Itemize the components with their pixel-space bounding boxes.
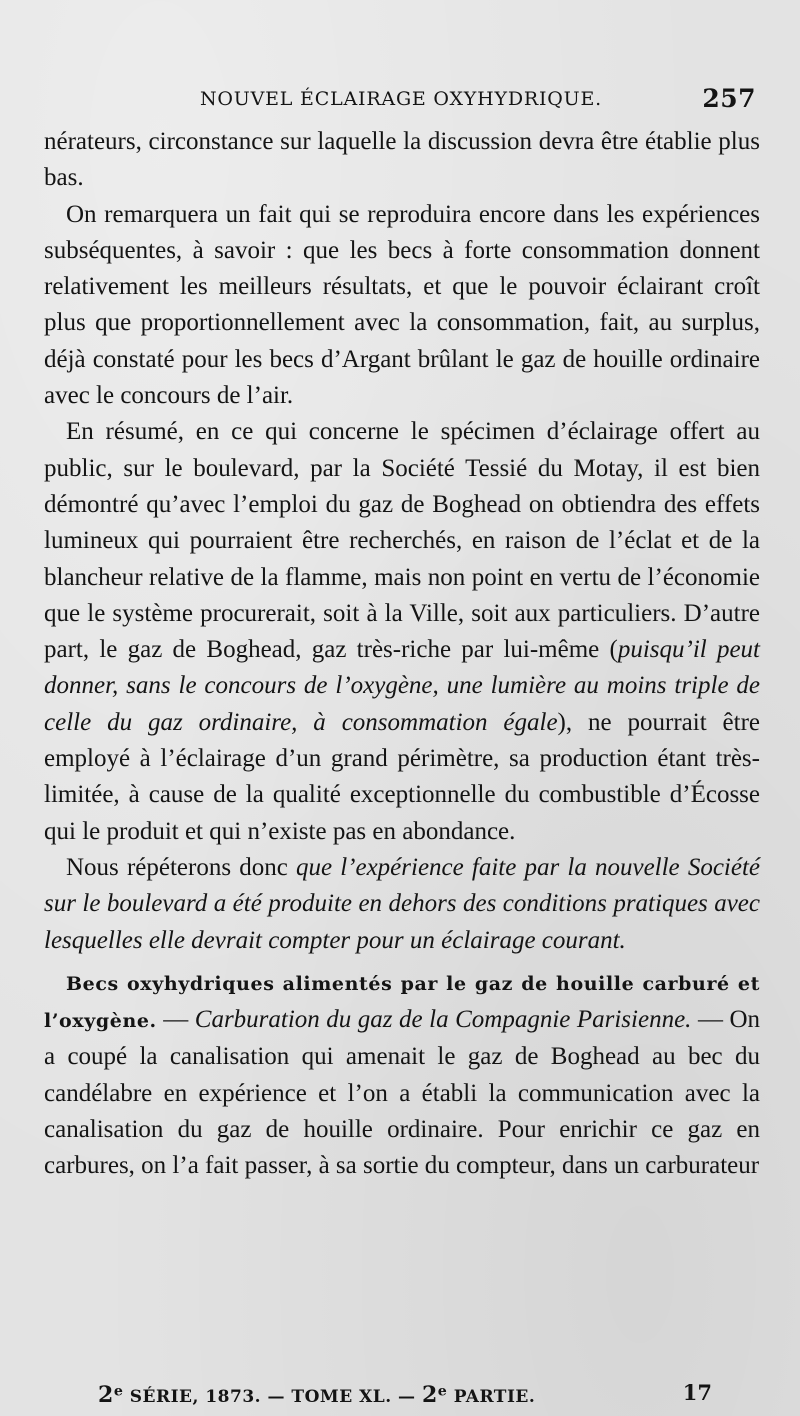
- section-subheading: Carburation du gaz de la Compagnie Parisienne.: [194, 1006, 692, 1034]
- paragraph-conclusion: [44, 850, 760, 959]
- paragraph-summary: [44, 414, 760, 850]
- footer-signature: 2e SÉRIE, 1873. — TOME XL. — 2e PARTIE.: [98, 1382, 536, 1408]
- summary-italic-parenthetical: puisqu’il peut donner, sans le concours de l’oxygène, une lumière au moins triple de celle du gaz ordinaire, à consommation égale: [44, 636, 760, 736]
- paragraph-continuation: nérateurs, circonstance sur laquelle la discussion devra être établie plus bas.: [44, 128, 760, 192]
- sheet-number: 17: [682, 1380, 712, 1405]
- running-title: NOUVEL ÉCLAIRAGE OXYHYDRIQUE.: [200, 88, 602, 110]
- conclusion-text-start: Nous répéterons donc: [66, 853, 296, 881]
- page-number: 257: [702, 84, 756, 113]
- summary-text-start: En résumé, en ce qui concerne le spécimen d’éclairage offert au public, sur le boulevard, par la Société Tessié du Motay, il est bien démontré qu’avec l’emploi du gaz de Boghead on obtiendra des effets lumineux qui pourraient être recherchés, en raison de l’éclat et de la blancheur relative de la flamme, mais non point en vertu de l’économie que le système procurerait, soit à la Ville, soit aux particuliers. D’autre part, le gaz de Boghead, gaz très-riche par lui-même (: [44, 418, 760, 664]
- section-dash: —: [156, 1006, 195, 1034]
- paragraph-observation: On remarquera un fait qui se reproduira encore dans les expériences subséquentes, à savoir : que les becs à forte consommation donnent relativement les meilleurs résultats, et que le pouvoir éclairant croît plus que proportionnellement avec la consommation, fait, au surplus, déjà constaté pour les becs d’Argant brûlant le gaz de houille ordinaire avec le concours de l’air.: [44, 200, 760, 410]
- page-footer: [98, 1382, 712, 1412]
- page-body: [44, 124, 760, 1185]
- running-head: [200, 84, 756, 118]
- summary-text-end: ), ne pourrait être employé à l’éclairage d’un grand périmètre, sa production étant très-limitée, à cause de la qualité exceptionnelle du combustible d’Écosse qui le produit et qui n’existe pas en abondance.: [44, 708, 760, 845]
- section-text: — On a coupé la canalisation qui amenait le gaz de Boghead au bec du candélabre en expérience et l’on a établi la communication avec la canalisation du gaz de houille ordinaire. Pour enrichir ce gaz en carbures, on l’a fait passer, à sa sortie du compteur, dans un carburateur: [44, 1006, 760, 1180]
- conclusion-italic: que l’expérience faite par la nouvelle Société sur le boulevard a été produite en dehors des conditions pratiques avec lesquelles elle devrait compter pour un éclairage courant.: [44, 853, 760, 954]
- paragraph-section: [44, 965, 760, 1185]
- section-heading: Becs oxyhydriques alimentés par le gaz de houille carburé et l’oxygène.: [44, 972, 760, 1033]
